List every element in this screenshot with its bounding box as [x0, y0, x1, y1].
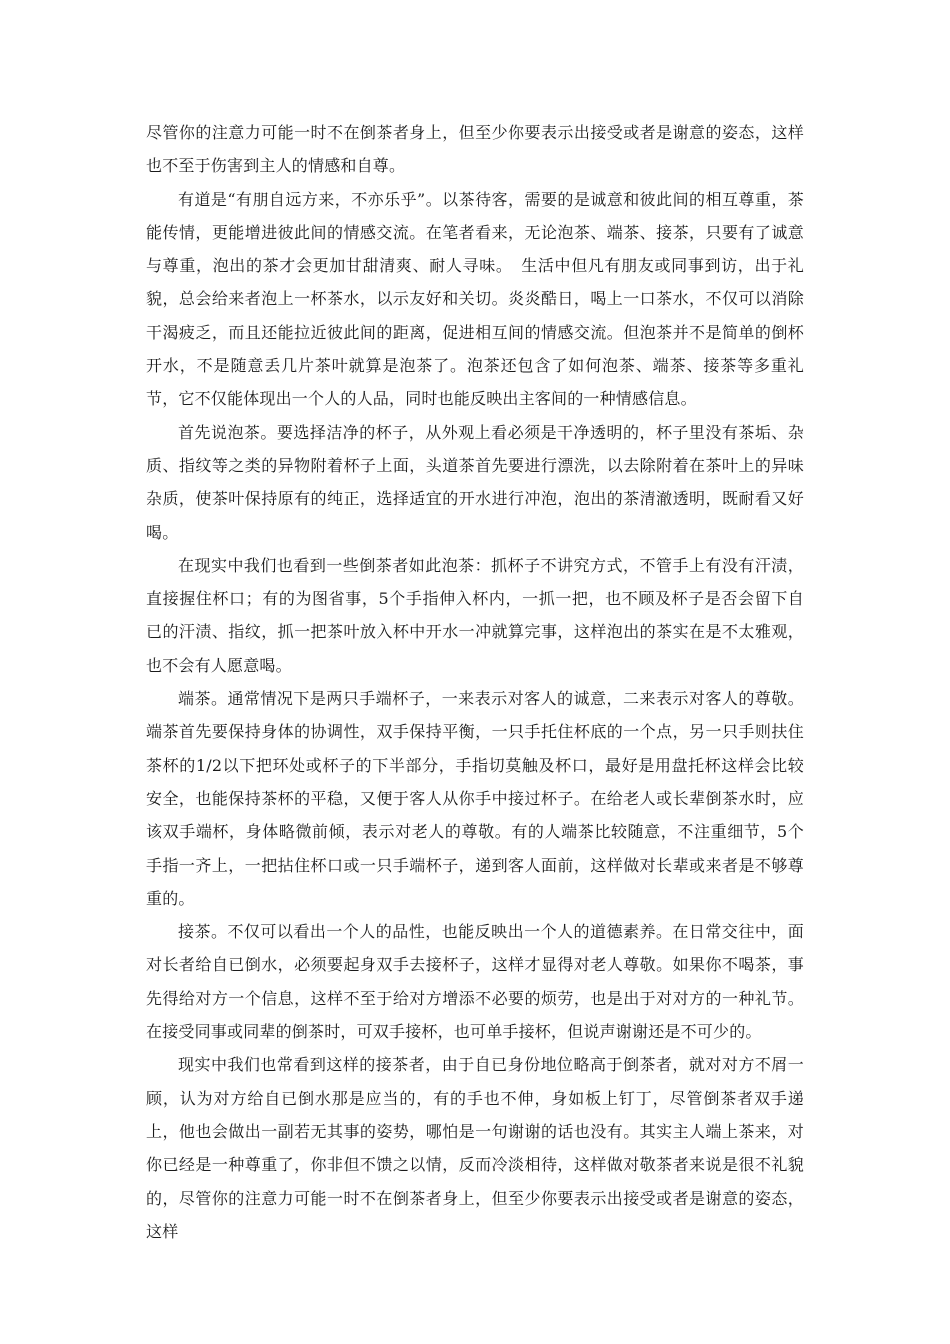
- paragraph-receiving-examples: 现实中我们也常看到这样的接茶者，由于自已身份地位略高于倒茶者，就对对方不屑一顾，认为对方给自已倒水那是应当的，有的手也不伸，身如板上钉丁，尽管倒茶者双手递上，他也会做出一副若无其事的姿势，哪怕是一句谢谢的话也没有。其实主人端上茶来，对你已经是一种尊重了，你非但不馈之以情，反而冷淡相待，这样做对敬茶者来说是很不礼貌的，尽管你的注意力可能一时不在倒茶者身上，但至少你要表示出接受或者是谢意的姿态，这样: [146, 1055, 804, 1241]
- paragraph-brewing-examples: 在现实中我们也看到一些倒茶者如此泡茶：抓杯子不讲究方式，不管手上有没有汗渍，直接握住杯口；有的为图省事，5个手指伸入杯内，一抓一把，也不顾及杯子是否会留下自已的汗渍、指纹，抓一把茶叶放入杯中开水一冲就算完事，这样泡出的茶实在是不太雅观，也不会有人愿意喝。: [146, 555, 804, 675]
- paragraph-serving-tea: 端茶。通常情况下是两只手端杯子，一来表示对客人的诚意，二来表示对客人的尊敬。端茶首先要保持身体的协调性，双手保持平衡，一只手托住杯底的一个点，另一只手则扶住茶杯的1/2以下把环处或杯子的下半部分，手指切莫触及杯口，最好是用盘托杯这样会比较安全，也能保持茶杯的平稳，又便于客人从你手中接过杯子。在给老人或长辈倒茶水时，应该双手端杯，身体略微前倾，表示对老人的尊敬。有的人端茶比较随意，不注重细节，5个手指一齐上，一把拈住杯口或一只手端杯子，递到客人面前，这样做对长辈或来者是不够尊重的。: [146, 689, 804, 908]
- paragraph-introduction: 有道是“有朋自远方来，不亦乐乎”。以茶待客，需要的是诚意和彼此间的相互尊重，茶能传情，更能增进彼此间的情感交流。在笔者看来，无论泡茶、端茶、接茶，只要有了诚意与尊重，泡出的茶才会更加甘甜清爽、耐人寻味。 生活中但凡有朋友或同事到访，出于礼貌，总会给来者泡上一杯茶水，以示友好和关切。炎炎酷日，喝上一口茶水，不仅可以消除干渴疲乏，而且还能拉近彼此间的距离，促进相互间的情感交流。但泡茶并不是简单的倒杯开水，不是随意丢几片茶叶就算是泡茶了。泡茶还包含了如何泡茶、端茶、接茶等多重礼节，它不仅能体现出一个人的人品，同时也能反映出主客间的一种情感信息。: [146, 189, 804, 409]
- paragraph-brewing-tea: 首先说泡茶。要选择洁净的杯子，从外观上看必须是干净透明的，杯子里没有茶垢、杂质、指纹等之类的异物附着杯子上面，头道茶首先要进行漂洗，以去除附着在茶叶上的异味杂质，使茶叶保持原有的纯正，选择适宜的开水进行冲泡，泡出的茶清澈透明，既耐看又好喝。: [146, 422, 804, 542]
- paragraph-receiving-tea: 接茶。不仅可以看出一个人的品性，也能反映出一个人的道德素养。在日常交往中，面对长者给自已倒水，必须要起身双手去接杯子，这样才显得对老人尊敬。如果你不喝茶，事先得给对方一个信息，这样不至于给对方增添不必要的烦劳，也是出于对对方的一种礼节。在接受同事或同辈的倒茶时，可双手接杯，也可单手接杯，但说声谢谢还是不可少的。: [146, 922, 804, 1042]
- paragraph-continuation: 尽管你的注意力可能一时不在倒茶者身上，但至少你要表示出接受或者是谢意的姿态，这样也不至于伤害到主人的情感和自尊。: [146, 123, 804, 176]
- document-body: [146, 116, 804, 1248]
